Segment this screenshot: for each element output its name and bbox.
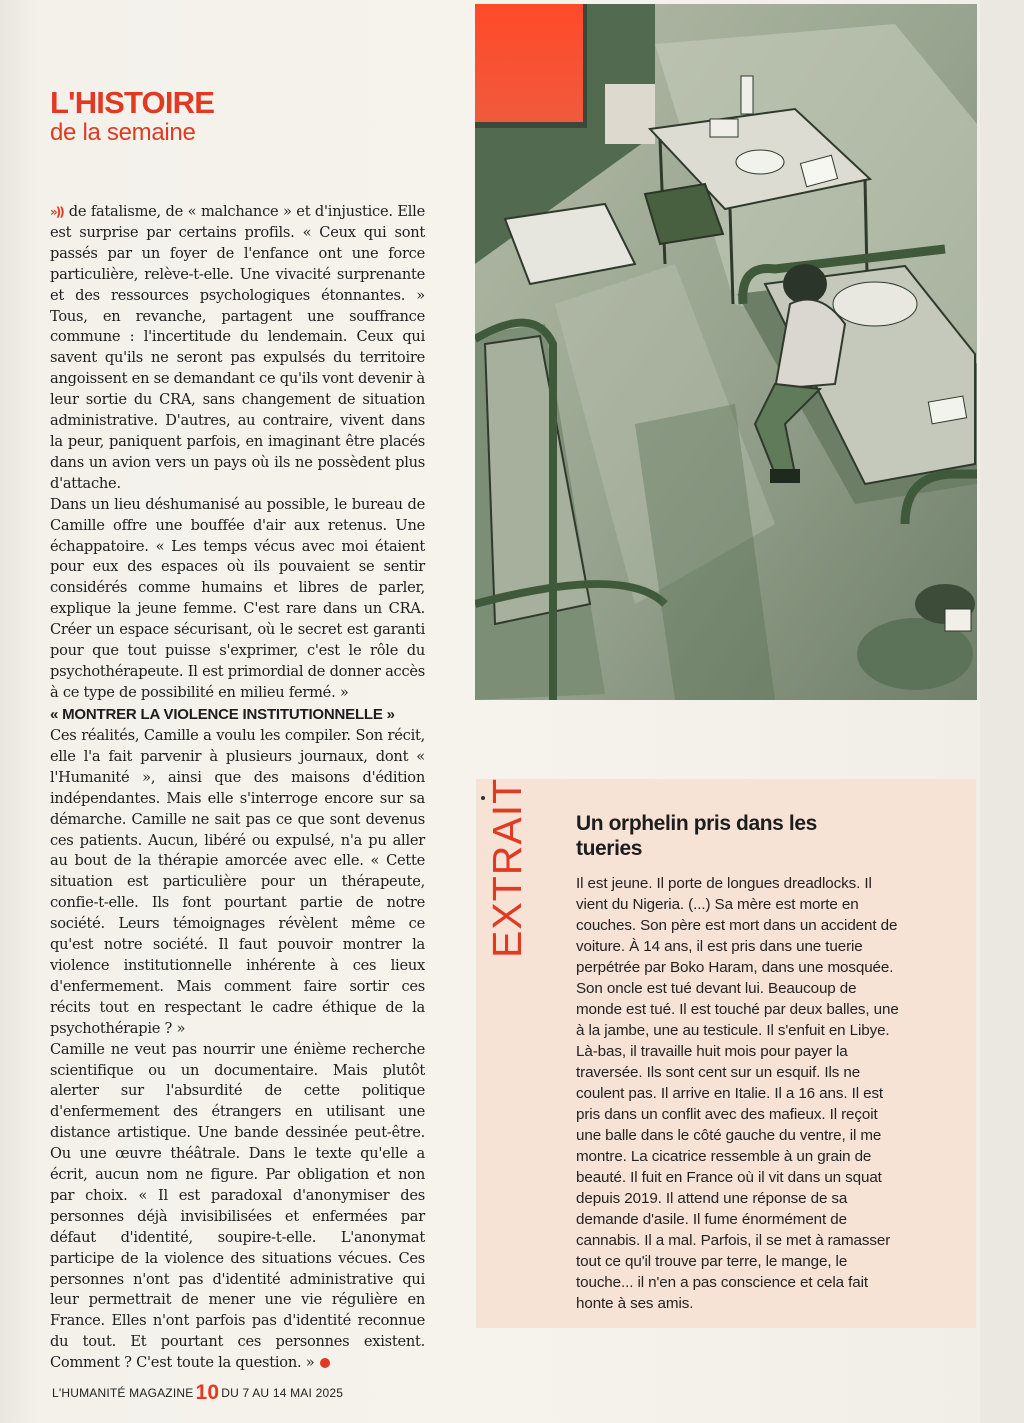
article-column-top [50,202,425,704]
extract-title: Un orphelin pris dans les tueries [576,812,817,860]
page-footer [52,1381,343,1405]
article-column-bottom [50,704,425,1374]
kicker-title: L'HISTOIRE [50,85,215,120]
footer-dates: DU 7 AU 14 MAI 2025 [221,1386,344,1400]
article-paragraph-3: Ces réalités, Camille a voulu les compiler. Son récit, elle l'a fait parvenir à plusieurs journaux, dont « l'Humanité », ainsi que des maisons d'édition indépendantes. Mais elle s'interroge encore sur sa démarche. Camille ne sait pas ce que sont devenus ces patients. Aucun, libéré ou expulsé, n'a pu aller au bout de la thérapie amorcée avec elle. « Cette situation est particulière pour un thérapeute, confie-t-elle. Ils font pourtant partie de notre société. Leurs témoignages révèlent même ce qu'est notre société. Il faut pouvoir montrer la violence institutionnelle inhérente à ces lieux d'enfermement. Mais comment faire sortir ces récits tout en respectant le cadre éthique de la psychothérapie ? » [50,727,425,1037]
article-paragraph-1: »)) de fatalisme, de « malchance » et d'injustice. Elle est surprise par certains profils. « Ceux qui sont passés par un foyer de l'enfance ont une force particulière, relève-t-elle. Une vivacité surprenante et des ressources psychologiques étonnantes. » Tous, en revanche, partagent une souffrance commune : l'incertitude du lendemain. Ceux qui savent qu'ils ne seront pas expulsés du territoire angoissent en se demandant ce qu'ils vont devenir à leur sortie du CRA, sans changement de situation administrative. D'autres, au contraire, vivent dans la peur, paniquent parfois, en imaginant être placés dans un avion vers un pays où ils ne possèdent plus d'attache. [50,203,425,492]
end-mark-icon [320,1358,330,1368]
section-kicker [50,86,214,146]
article-subhead: « MONTRER LA VIOLENCE INSTITUTIONNELLE » [50,706,395,723]
continuation-marker: »)) [50,205,63,219]
illustration-detention-room [475,4,977,700]
footer-magazine: L'HUMANITÉ MAGAZINE [52,1386,194,1400]
page-edge [980,0,1024,1423]
extract-body: Il est jeune. Il porte de longues dreadlocks. Il vient du Nigeria. (...) Sa mère est morte en couches. Son père est mort dans un accident de voiture. À 14 ans, il est pris dans une tuerie perpétrée par Boko Haram, dans une mosquée. Son oncle est tué devant lui. Beaucoup de monde est tué. Il est touché par deux balles, une à la jambe, une au testicule. Il s'enfuit en Libye. Là-bas, il travaille huit mois pour payer la traversée. Ils sont cent sur un esquif. Ils ne coulent pas. Il arrive en Italie. Il a 16 ans. Il est pris dans un conflit avec des mafieux. Il reçoit une balle dans le côté gauche du ventre, il me montre. La cicatrice ressemble à un grain de beauté. Il fuit en France où il vit dans un squat depuis 2019. Il attend une réponse de sa demande d'asile. Il fume énormément de cannabis. Il a mal. Parfois, il se met à ramasser tout ce qu'il trouve par terre, le mange, le touche... il n'en a pas conscience et cela fait honte à ses amis. [576,875,899,1312]
kicker-subtitle: de la semaine [50,119,196,146]
article-paragraph-2: Dans un lieu déshumanisé au possible, le bureau de Camille offre une bouffée d'air aux retenus. Une échappatoire. « Les temps vécus avec moi étaient pour eux des espaces où ils pouvaient se sentir considérés comme humains et libres de parler, explique la jeune femme. C'est rare dans un CRA. Créer un espace sécurisant, où le secret est garanti pour que tout puisse s'exprimer, c'est le rôle du psychothérapeute. Il est primordial de donner accès à ce type de possibilité en milieu fermé. » [50,495,425,701]
article-paragraph-4: Camille ne veut pas nourrir une énième recherche scientifique ou un documentaire. Mais plutôt alerter sur l'absurdité de cette politique d'enfermement des étrangers en utilisant une distance artistique. Une bande dessinée peut-être. Ou une œuvre théâtrale. Dans le texte qu'elle a écrit, aucun nom ne figure. Par obligation et non par choix. « Il est paradoxal d'anonymiser des personnes déjà invisibilisées et enfermées par défaut d'identité, soupire-t-elle. L'anonymat participe de la violence des situations vécues. Ces personnes n'ont pas d'identité administrative qui leur permettrait de mener une vie régulière en France. Elles n'ont parfois pas d'identité reconnue du tout. Et pourtant ces personnes existent. Comment ? C'est toute la question. » [50,1040,425,1372]
footer-page-number: 10 [195,1381,220,1404]
extract-label: EXTRAIT [484,777,530,958]
